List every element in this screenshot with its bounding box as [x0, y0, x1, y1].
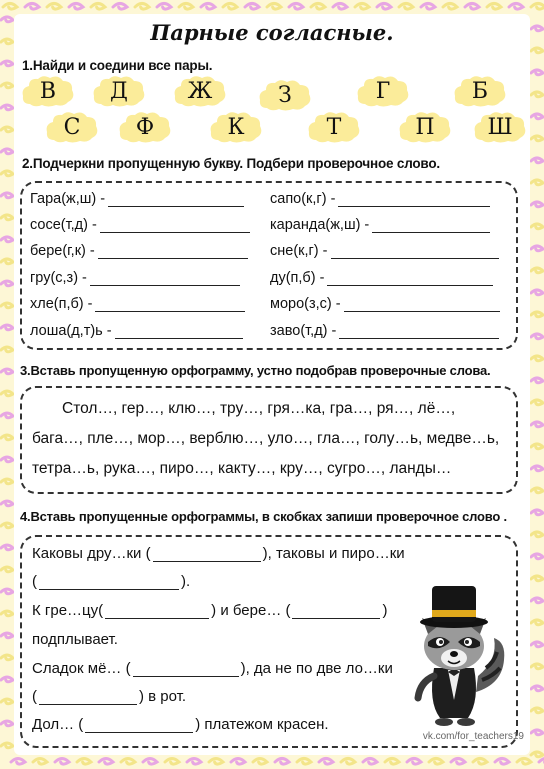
answer-line[interactable]: [108, 193, 244, 207]
letter-cloud[interactable]: [117, 110, 173, 144]
raccoon-pupil: [439, 640, 443, 644]
proverb-text: К гре…цу(: [32, 602, 104, 619]
word-text: гру(с,з) -: [30, 270, 87, 286]
letter-cloud[interactable]: [20, 74, 76, 108]
letter: П: [415, 114, 435, 140]
task3-text[interactable]: Стол…, гер…, клю…, тру…, гря…ка, гра…, ря…, лё…, бага…, пле…, мор…, верблю…, уло…, гла…, голу…ь, медве…ь, тетра…ь, рука…, пиро…, какту…, кру…, сугро…, ланды…: [32, 400, 500, 477]
proverb-text: Сладок мё… (: [32, 660, 131, 677]
word-text: заво(т,д) -: [270, 323, 337, 339]
proverb-text: Дол… (: [32, 716, 84, 733]
answer-blank[interactable]: [39, 691, 137, 705]
page-title: Парные согласные.: [150, 20, 394, 45]
proverb-line-3: [32, 602, 387, 619]
answer-blank[interactable]: [39, 576, 179, 590]
raccoon-foot: [435, 718, 453, 726]
word-row: [270, 296, 500, 312]
letter: В: [39, 78, 57, 104]
word-row: [30, 323, 243, 339]
word-text: ду(п,б) -: [270, 270, 325, 286]
letter: С: [63, 114, 81, 140]
task4-heading: 4.Вставь пропущенные орфограммы, в скобках запиши проверочное слово .: [20, 509, 507, 524]
letter: Г: [375, 78, 391, 104]
word-row: [30, 191, 244, 207]
letter: Ж: [187, 78, 213, 104]
letter: З: [278, 82, 292, 108]
proverb-text: ).: [181, 573, 191, 590]
letter-cloud[interactable]: [208, 110, 264, 144]
letter-cloud[interactable]: [355, 74, 411, 108]
answer-line[interactable]: [98, 245, 248, 259]
answer-blank[interactable]: [153, 548, 261, 562]
raccoon-illustration: [398, 572, 510, 728]
proverb-text: Каковы дру…ки (: [32, 545, 151, 562]
task3-heading: 3.Вставь пропущенную орфограмму, устно подобрав проверочные слова.: [20, 363, 491, 378]
answer-line[interactable]: [95, 298, 245, 312]
hat-band: [432, 610, 476, 617]
answer-line[interactable]: [344, 298, 500, 312]
letter: Т: [326, 114, 342, 140]
proverb-text: ), да не по две ло…ки: [240, 660, 393, 677]
answer-blank[interactable]: [85, 719, 193, 733]
word-row: [270, 217, 490, 233]
word-row: [270, 270, 493, 286]
proverb-text: подплывает.: [32, 631, 118, 648]
proverb-line-1: [32, 545, 405, 562]
letter-cloud[interactable]: [44, 110, 100, 144]
word-row: [30, 243, 248, 259]
answer-blank[interactable]: [292, 605, 380, 619]
letter-cloud[interactable]: [472, 110, 528, 144]
answer-line[interactable]: [327, 272, 493, 286]
word-row: [30, 296, 245, 312]
word-text: сне(к,г) -: [270, 243, 328, 259]
word-text: моро(з,с) -: [270, 296, 341, 312]
answer-blank[interactable]: [105, 605, 209, 619]
word-row: [30, 270, 240, 286]
word-text: сапо(к,г) -: [270, 191, 336, 207]
letter: Ш: [487, 114, 513, 140]
answer-line[interactable]: [372, 219, 490, 233]
proverb-line-4: [32, 631, 118, 648]
raccoon-nose: [450, 651, 458, 657]
raccoon-arm: [418, 676, 434, 698]
answer-blank[interactable]: [133, 663, 239, 677]
word-row: [30, 217, 250, 233]
task2-heading: 2.Подчеркни пропущенную букву. Подбери проверочное слово.: [22, 156, 440, 171]
word-row: [270, 243, 499, 259]
word-text: бере(г,к) -: [30, 243, 95, 259]
letter: Ф: [135, 114, 155, 140]
letter-cloud[interactable]: [91, 74, 147, 108]
word-text: сосе(т,д) -: [30, 217, 97, 233]
letter-cloud[interactable]: [172, 74, 228, 108]
proverb-text: ) платежом красен.: [195, 716, 329, 733]
word-text: хле(п,б) -: [30, 296, 93, 312]
raccoon-pupil: [465, 640, 469, 644]
proverb-text: ) и бере… (: [211, 602, 291, 619]
raccoon-foot: [457, 718, 475, 726]
proverb-line-6: [32, 688, 186, 705]
answer-line[interactable]: [331, 245, 499, 259]
watermark: vk.com/for_teachers19: [422, 731, 524, 742]
word-row: [270, 191, 490, 207]
letter-cloud[interactable]: [397, 110, 453, 144]
letter: Д: [110, 78, 128, 104]
proverb-line-5: [32, 660, 393, 677]
letter: Б: [471, 78, 489, 104]
word-text: Гара(ж,ш) -: [30, 191, 106, 207]
word-row: [270, 323, 499, 339]
answer-line[interactable]: [339, 325, 499, 339]
proverb-line-7: [32, 716, 329, 733]
answer-line[interactable]: [90, 272, 240, 286]
task1-heading: 1.Найди и соедини все пары.: [22, 58, 213, 73]
proverb-text: (: [32, 573, 37, 590]
answer-line[interactable]: [115, 325, 243, 339]
proverb-line-2: [32, 573, 190, 590]
letter: К: [227, 114, 245, 140]
answer-line[interactable]: [100, 219, 250, 233]
letter-cloud[interactable]: [306, 110, 362, 144]
proverb-text: ): [382, 602, 388, 619]
proverb-text: (: [32, 688, 37, 705]
letter-cloud[interactable]: [452, 74, 508, 108]
proverb-text: ), таковы и пиро…ки: [262, 545, 405, 562]
word-text: лоша(д,т)ь -: [30, 323, 112, 339]
word-text: каранда(ж,ш) -: [270, 217, 370, 233]
answer-line[interactable]: [338, 193, 490, 207]
letter-cloud[interactable]: [257, 78, 313, 112]
proverb-text: ) в рот.: [139, 688, 187, 705]
